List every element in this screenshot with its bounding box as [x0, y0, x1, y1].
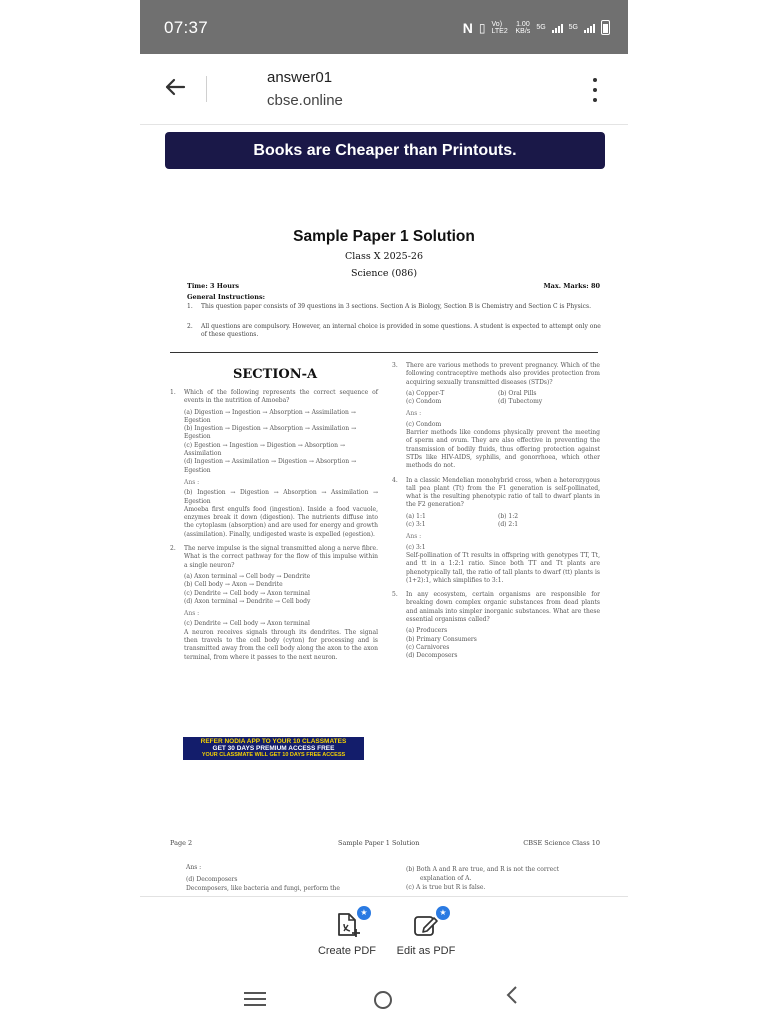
- option: (d) Ingestion → Assimilation → Digestion → Absorption → Egestion: [184, 458, 357, 474]
- pdf-page[interactable]: [140, 176, 628, 892]
- page2-right-line: explanation of A.: [420, 875, 472, 882]
- system-icons: [463, 20, 610, 35]
- option: (c) Carnivores: [406, 643, 450, 651]
- answer: (b) Ingestion → Digestion → Absorption → Assimilation → Egestion Amoeba first engulfs food (ingestion). Inside a food vacuole, enzymes break it down (digestion). The nutrients diffuse into the cytoplasm (absorption) and are used for energy and growth (assimilation). Finally, undigested waste is expelled (egestion).: [184, 489, 378, 538]
- page2-answer-label: Ans :: [186, 864, 202, 871]
- paper-subject: Science (086): [350, 268, 418, 279]
- footer-page: Page 2: [170, 839, 193, 847]
- sim1-label: 5G: [536, 24, 546, 31]
- max-marks: Max. Marks: 80: [543, 282, 600, 290]
- vibrate-icon: ▯: [478, 20, 486, 35]
- speed-indicator: 1.00 KB/s: [515, 20, 531, 35]
- premium-star-icon: ★: [436, 906, 450, 920]
- footer-right: CBSE Science Class 10: [523, 839, 600, 847]
- answer-label: Ans :: [406, 410, 422, 418]
- answer: (c) Dendrite → Cell body → Axon terminal A neuron receives signals through its dendrites. The signal then travels to the cell body (cyton) for processing and is transmitted away from the cell body along the axon to the axon terminal, from where it passes to the next neuron.: [184, 620, 378, 661]
- answer-label: Ans :: [184, 610, 200, 618]
- app-bar-divider: [206, 76, 207, 102]
- document-title: answer01: [267, 69, 333, 86]
- edit-pdf-icon: [412, 908, 447, 939]
- right-margin: [628, 0, 768, 1024]
- status-time: 07:37: [164, 18, 209, 37]
- section-heading: SECTION-A: [233, 367, 318, 382]
- home-icon[interactable]: [374, 991, 392, 1009]
- right-column: [392, 362, 600, 661]
- divider-line: [170, 352, 598, 353]
- premium-star-icon: ★: [357, 906, 371, 920]
- battery-icon: [601, 20, 610, 35]
- page2-explanation: Decomposers, like bacteria and fungi, perform the: [186, 885, 340, 892]
- footer-center: Sample Paper 1 Solution: [338, 839, 420, 847]
- back-arrow-icon[interactable]: [160, 74, 190, 104]
- network-label: Vo) LTE2: [491, 20, 508, 35]
- option: (c) Egestion → Ingestion → Digestion → Absorption → Assimilation: [184, 441, 345, 458]
- recents-icon[interactable]: [244, 988, 266, 1010]
- page2-answer: (d) Decomposers: [186, 876, 238, 883]
- option: (a) Axon terminal → Cell body → Dendrite: [184, 572, 311, 580]
- answer: (c) Condom Barrier methods like condoms physically prevent the meeting of sperm and ovum. They are also effective in preventing the transmission of bodily fluids, thus offering protection against STDs like HIV-AIDS, syphilis, and gonorrhoea, which other methods do not.: [406, 420, 600, 470]
- option: (d) Decomposers: [406, 652, 458, 660]
- signal-icon: [552, 23, 563, 33]
- back-nav-icon[interactable]: [504, 984, 518, 1010]
- nfc-icon: N: [462, 19, 473, 36]
- instruction-item: 1. This question paper consists of 39 questions in 3 sections. Section A is Biology, Section B is Chemistry and Section C is Physics.: [187, 303, 592, 310]
- option: (b) Ingestion → Digestion → Absorption → Assimilation → Egestion: [184, 425, 357, 441]
- app-bar: [140, 54, 628, 125]
- question-4: 4. In a classic Mendelian monohybrid cross, when a heterozygous tall pea plant (Tt) from the F1 generation is self-pollinated, what is the resulting phenotypic ratio of tall to dwarf plants in the F2 generation?: [392, 476, 600, 509]
- status-bar: [140, 0, 628, 54]
- question-5: 5. In any ecosystem, certain organisms are responsible for breaking down complex organic substances from dead plants and animals into simpler inorganic substances. What are these essential organisms called?: [392, 591, 600, 624]
- answer-label: Ans :: [406, 533, 422, 541]
- option: (b) Primary Consumers: [406, 635, 477, 643]
- question-2: 2. The nerve impulse is the signal transmitted along a nerve fibre. What is the correct pathway for the flow of this impulse within a single neuron?: [170, 545, 379, 569]
- create-pdf-button[interactable]: ★ Create PDF: [317, 908, 377, 957]
- phone-screen: [140, 0, 628, 1024]
- options-grid: (a) 1:1 (b) 1:2 (c) 3:1 (d) 2:1: [406, 512, 519, 529]
- option: (c) Dendrite → Cell body → Axon terminal: [184, 589, 310, 597]
- exam-time: Time: 3 Hours: [187, 282, 240, 290]
- document-source: cbse.online: [267, 92, 343, 109]
- sim2-label: 5G: [568, 24, 578, 31]
- instruction-item: 2. All questions are compulsory. However, an internal choice is provided in some questions. A student is expected to attempt only one of these questions.: [187, 323, 601, 338]
- question-1: 1. Which of the following represents the correct sequence of events in the nutrition of Amoeba?: [170, 389, 378, 405]
- option: (d) Axon terminal → Dendrite → Cell body: [184, 597, 311, 605]
- answer: (c) 3:1 Self-pollination of Tt results in offspring with genotypes TT, Tt, and tt in a 1:2:1 ratio. Since both TT and Tt plants are phenotypically tall, the ratio of tall plants to dwarf (tt) plants is (1+2):1, which simplifies to 3:1.: [406, 543, 600, 584]
- left-column: [170, 389, 378, 668]
- refer-app-banner[interactable]: REFER NODIA APP TO YOUR 10 CLASSMATES GET 30 DAYS PREMIUM ACCESS FREE YOUR CLASSMATE WILL GET 10 DAYS FREE ACCESS: [183, 737, 364, 760]
- page2-right-line: (c) A is true but R is false.: [406, 884, 486, 891]
- promo-banner[interactable]: Books are Cheaper than Printouts.: [165, 132, 605, 169]
- option: (a) Digestion → Ingestion → Absorption → Assimilation → Egestion: [184, 408, 356, 424]
- instructions-heading: General Instructions:: [187, 293, 266, 301]
- signal-icon-2: [584, 23, 595, 33]
- paper-title: Sample Paper 1 Solution: [293, 228, 475, 245]
- answer-label: Ans :: [184, 478, 200, 486]
- system-nav-bar: [140, 974, 628, 1024]
- more-options-icon[interactable]: [592, 78, 598, 102]
- edit-as-pdf-button[interactable]: ★ Edit as PDF: [396, 908, 456, 957]
- bottom-toolbar: [140, 896, 628, 975]
- option: (b) Cell body → Axon → Dendrite: [184, 581, 283, 589]
- options-grid: (a) Copper-T (b) Oral Pills (c) Condom (d) Tubectomy: [406, 389, 543, 406]
- question-3: 3. There are various methods to prevent pregnancy. Which of the following contraceptive methods also provides protection from acquiring sexually transmitted diseases (STDs)?: [392, 362, 600, 386]
- paper-class: Class X 2025-26: [345, 251, 423, 262]
- option: (a) Producers: [406, 627, 448, 635]
- left-margin: [0, 0, 140, 1024]
- page2-right-line: (b) Both A and R are true, and R is not the correct: [406, 866, 559, 873]
- create-pdf-icon: [333, 908, 368, 939]
